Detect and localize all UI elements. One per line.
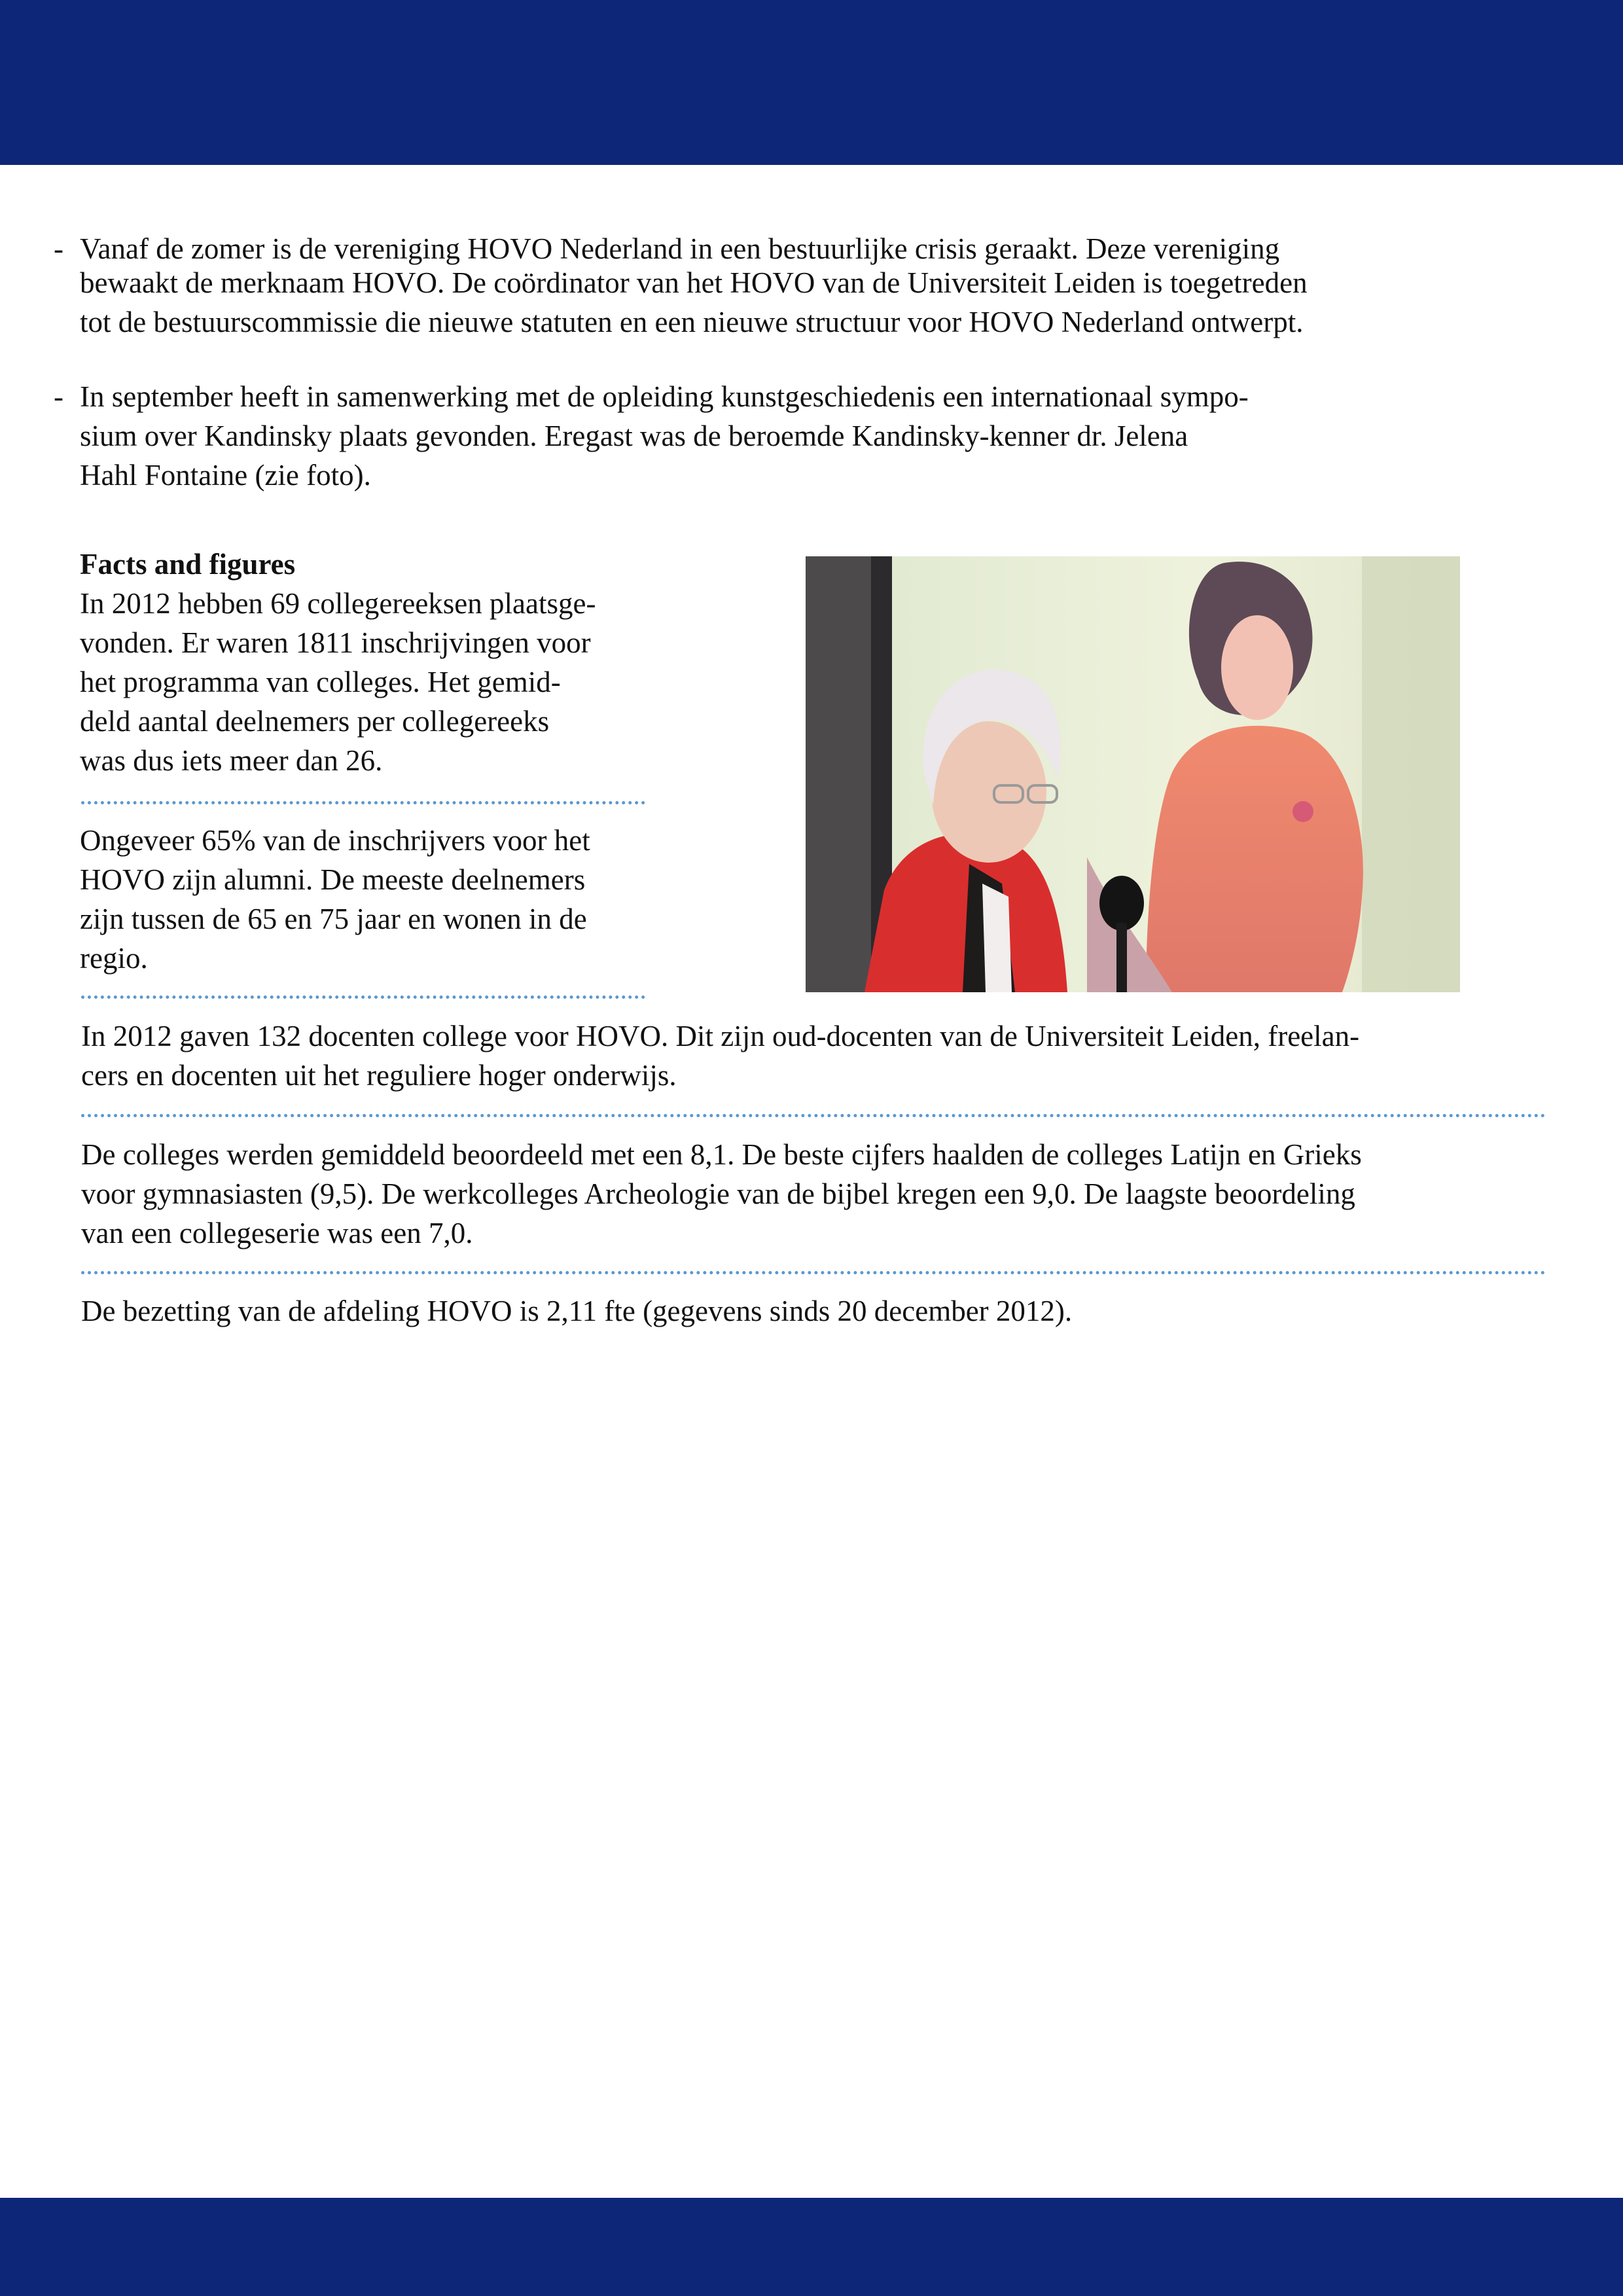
bullet-line: Hahl Fontaine (zie foto). xyxy=(80,459,371,492)
facts-block-1 xyxy=(80,545,656,780)
speaker-photo xyxy=(806,556,1460,992)
bullet-dash: - xyxy=(54,380,63,413)
divider xyxy=(81,1114,1546,1117)
divider xyxy=(81,1271,1546,1274)
paragraph-line: voor gymnasiasten (9,5). De werkcolleges Archeologie van de bijbel kregen een 9,0. De laagste beoordeling xyxy=(81,1177,1355,1210)
paragraph-line: De colleges werden gemiddeld beoordeeld met een 8,1. De beste cijfers haalden de colleges Latijn en Grieks xyxy=(81,1138,1362,1171)
facts-line: zijn tussen de 65 en 75 jaar en wonen in de xyxy=(80,903,587,935)
paragraph-line: De bezetting van de afdeling HOVO is 2,11 fte (gegevens sinds 20 december 2012). xyxy=(81,1295,1073,1327)
paragraph-line: cers en docenten uit het reguliere hoger onderwijs. xyxy=(81,1059,677,1092)
facts-heading: Facts and figures xyxy=(80,548,296,581)
divider xyxy=(81,996,645,999)
facts-line: HOVO zijn alumni. De meeste deelnemers xyxy=(80,863,586,896)
header-band xyxy=(0,0,1623,165)
facts-line: het programma van colleges. Het gemid- xyxy=(80,666,561,698)
facts-line: Ongeveer 65% van de inschrijvers voor het xyxy=(80,824,590,857)
bullet-line: Vanaf de zomer is de vereniging HOVO Nederland in een bestuurlijke crisis geraakt. Deze vereniging xyxy=(80,232,1280,265)
facts-line: deld aantal deelnemers per collegereeks xyxy=(80,705,550,738)
paragraph-staffing xyxy=(81,1291,1554,1331)
paragraph-line: van een collegeserie was een 7,0. xyxy=(81,1217,473,1249)
paragraph-line: In 2012 gaven 132 docenten college voor HOVO. Dit zijn oud-docenten van de Universiteit Leiden, freelan- xyxy=(81,1020,1360,1052)
bullet-line: sium over Kandinsky plaats gevonden. Eregast was de beroemde Kandinsky-kenner dr. Jelena xyxy=(80,420,1188,452)
bullet-kandinsky-symposium xyxy=(54,377,1526,495)
divider xyxy=(81,801,645,804)
bullet-line: bewaakt de merknaam HOVO. De coördinator van het HOVO van de Universiteit Leiden is toegetreden xyxy=(80,266,1308,299)
bullet-line: In september heeft in samenwerking met de opleiding kunstgeschiedenis een internationaal sympo- xyxy=(80,380,1249,413)
bullet-hovo-nederland xyxy=(54,229,1526,347)
paragraph-teachers xyxy=(81,1016,1554,1095)
facts-block-2 xyxy=(80,821,656,978)
facts-line: vonden. Er waren 1811 inschrijvingen voor xyxy=(80,626,591,659)
facts-line: was dus iets meer dan 26. xyxy=(80,744,383,777)
facts-line: In 2012 hebben 69 collegereeksen plaatsge- xyxy=(80,587,596,620)
paragraph-ratings xyxy=(81,1135,1554,1253)
facts-line: regio. xyxy=(80,942,148,975)
bullet-dash: - xyxy=(54,232,63,265)
bullet-line: tot de bestuurscommissie die nieuwe statuten en een nieuwe structuur voor HOVO Nederland ontwerpt. xyxy=(80,306,1304,338)
footer-band xyxy=(0,2198,1623,2296)
